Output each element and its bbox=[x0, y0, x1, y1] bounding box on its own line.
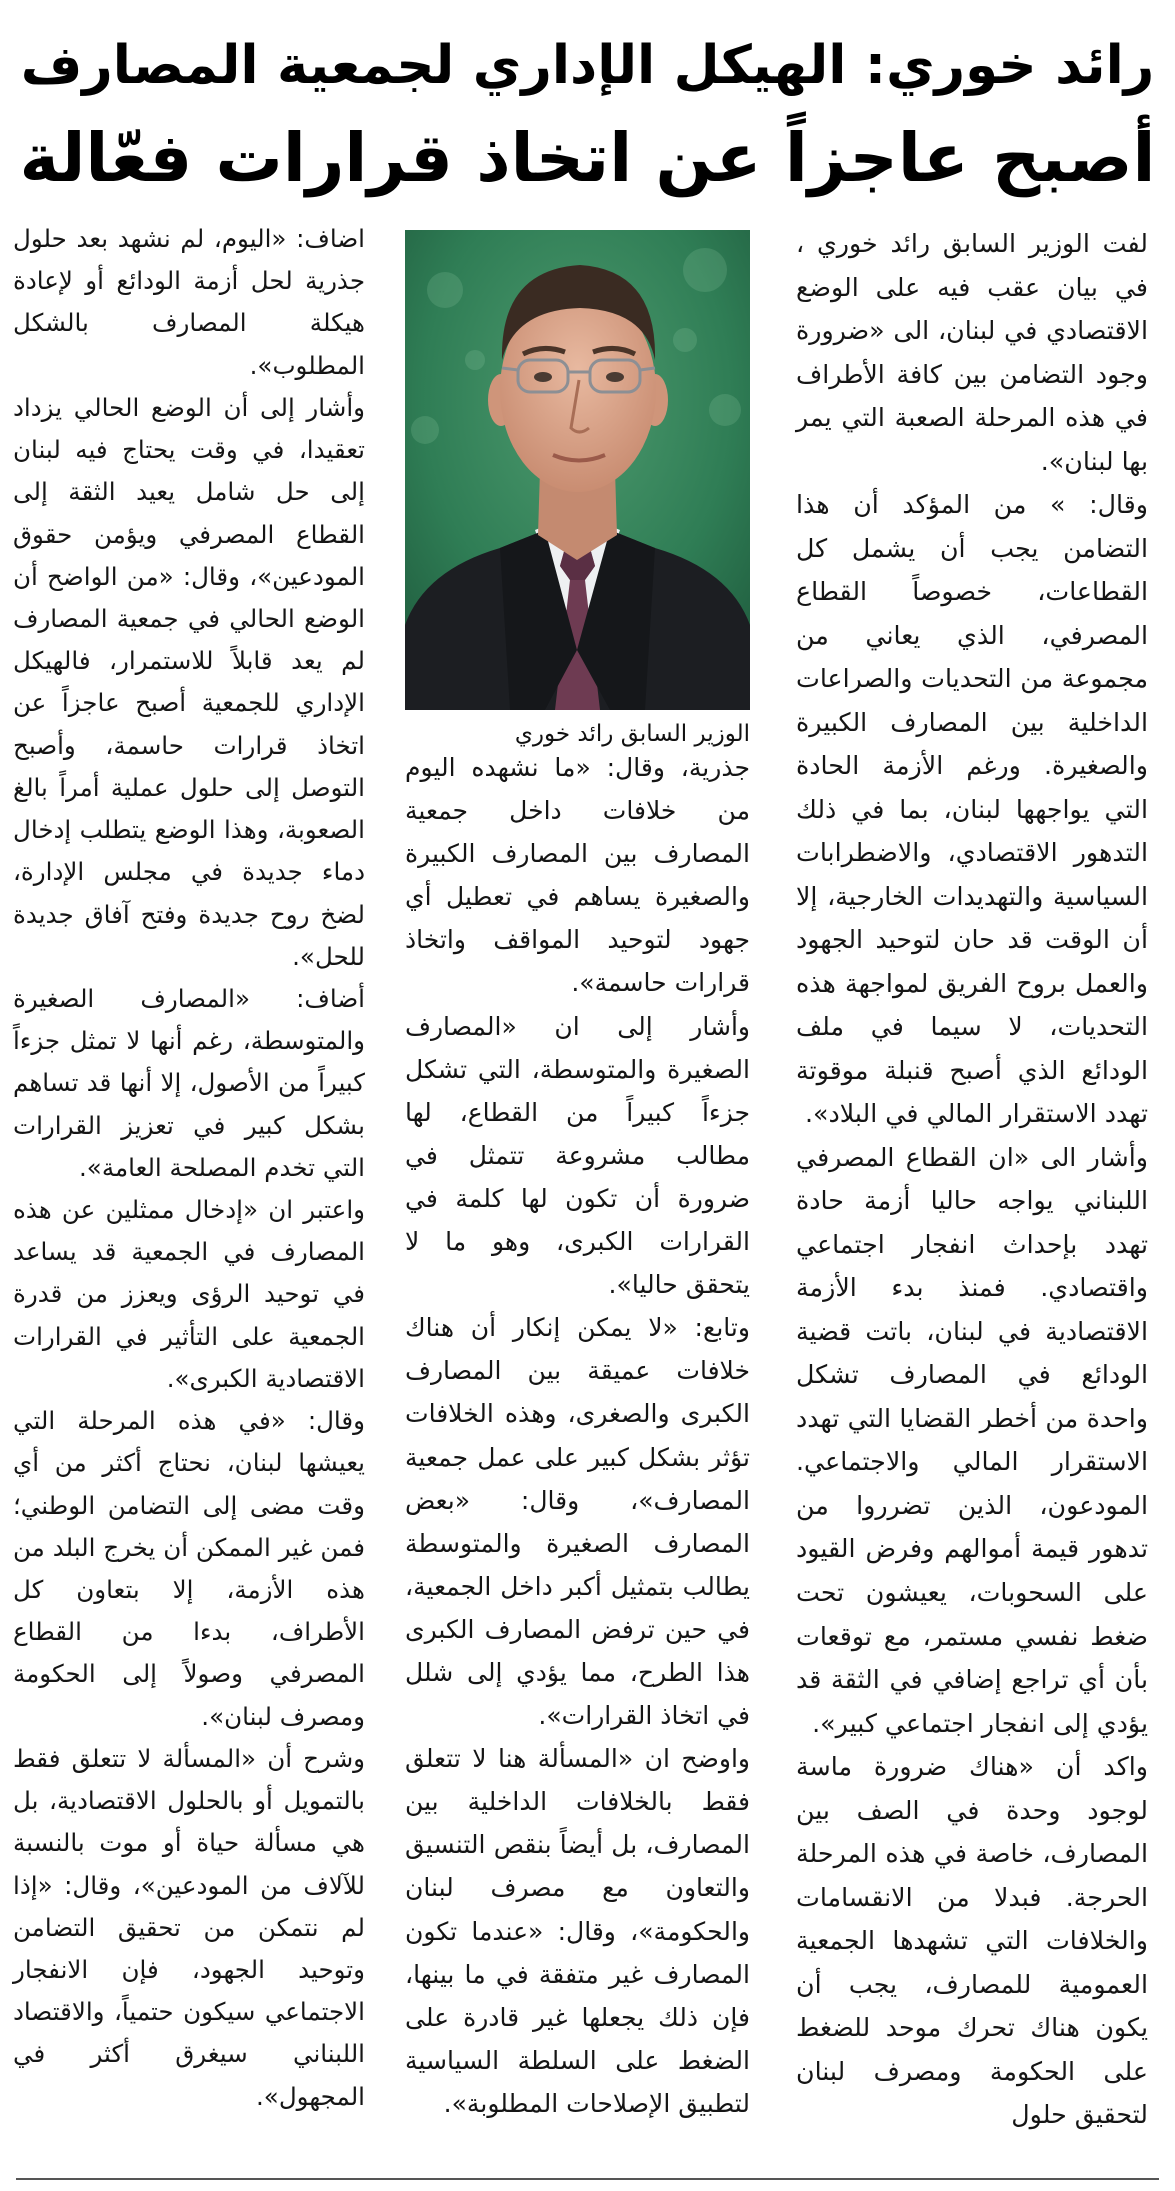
article-column-right bbox=[796, 222, 1148, 2137]
photo-caption: الوزير السابق رائد خوري bbox=[514, 721, 750, 747]
headline-line-1: رائد خوري: الهيكل الإداري لجمعية المصارف bbox=[20, 35, 1155, 96]
paragraph: وتابع: «لا يمكن إنكار أن هناك خلافات عميقة بين المصارف الكبرى والصغرى، وهذه الخلافات تؤثر بشكل كبير على عمل جمعية المصارف»، وقال: «بعض المصارف الصغيرة والمتوسطة يطالب بتمثيل أكبر داخل الجمعية، في حين ترفض المصارف الكبرى هذا الطرح، مما يؤدي إلى شلل في اتخاذ القرارات». bbox=[405, 1313, 750, 1731]
paragraph: اضاف: «اليوم، لم نشهد بعد حلول جذرية لحل أزمة الودائع أو لإعادة هيكلة المصارف بالشكل المطلوب». bbox=[13, 224, 365, 380]
paragraph: وأشار إلى أن الوضع الحالي يزداد تعقيدا، في وقت يحتاج فيه لبنان إلى حل شامل يعيد الثقة إلى القطاع المصرفي ويؤمن حقوق المودعين»، وقال: «من الواضح أن الوضع الحالي في جمعية المصارف لم يعد قابلاً للاستمرار، فالهيكل الإداري للجمعية أصبح عاجزاً عن اتخاذ قرارات حاسمة، وأصبح التوصل إلى حلول عملية أمراً بالغ الصعوبة، وهذا الوضع يتطلب إدخال دماء جديدة في مجلس الإدارة، لضخ روح جديدة وفتح آفاق جديدة للحل». bbox=[13, 392, 365, 971]
article-column-middle bbox=[405, 746, 750, 2125]
paragraph: واوضح ان «المسألة هنا لا تتعلق فقط بالخلافات الداخلية بين المصارف، بل أيضاً بنقص التنسيق والتعاون مع مصرف لبنان والحكومة»، وقال: «عندما تكون المصارف غير متفقة في ما بينها، فإن ذلك يجعلها غير قادرة على الضغط على السلطة السياسية لتطبيق الإصلاحات المطلوبة». bbox=[405, 1744, 750, 2118]
portrait-illustration bbox=[405, 230, 750, 710]
paragraph: وشرح أن «المسألة لا تتعلق فقط بالتمويل أو بالحلول الاقتصادية، بل هي مسألة حياة أو موت بالنسبة للآلاف من المودعين»، وقال: «إذا لم نتمكن من تحقيق التضامن وتوحيد الجهود، فإن الانفجار الاجتماعي سيكون حتمياً، والاقتصاد اللبناني سيغرق أكثر في المجهول». bbox=[13, 1743, 365, 2111]
paragraph: وقال: «في هذه المرحلة التي يعيشها لبنان، نحتاج أكثر من أي وقت مضى إلى التضامن الوطني؛ فمن غير الممكن أن يخرج البلد من هذه الأزمة، إلا بتعاون كل الأطراف، بدءا من القطاع المصرفي وصولاً إلى الحكومة ومصرف لبنان». bbox=[13, 1406, 365, 1731]
paragraph: لفت الوزير السابق رائد خوري ، في بيان عقب فيه على الوضع الاقتصادي في لبنان، الى «ضرورة وجود التضامن بين كافة الأطراف في هذه المرحلة الصعبة التي يمر بها لبنان». bbox=[796, 229, 1148, 476]
headline bbox=[16, 20, 1159, 204]
paragraph: وقال: » من المؤكد أن هذا التضامن يجب أن يشمل كل القطاعات، خصوصاً القطاع المصرفي، الذي يعاني من مجموعة من التحديات والصراعات الداخلية بين المصارف الكبيرة والصغيرة. ورغم الأزمة الحادة التي يواجهها لبنان، بما في ذلك التدهور الاقتصادي، والاضطرابات السياسية والتهديدات الخارجية، إلا أن الوقت قد حان لتوحيد الجهود والعمل بروح الفريق لمواجهة هذه التحديات، لا سيما في ملف الودائع الذي أصبح قنبلة موقوتة تهدد الاستقرار المالي في البلاد». bbox=[796, 490, 1148, 1129]
paragraph: وأشار الى «ان القطاع المصرفي اللبناني يواجه حاليا أزمة حادة تهدد بإحداث انفجار اجتماعي واقتصادي. فمنذ بدء الأزمة الاقتصادية في لبنان، باتت قضية الودائع في المصارف تشكل واحدة من أخطر القضايا التي تهدد الاستقرار المالي والاجتماعي. المودعون، الذين تضرروا من تدهور قيمة أموالهم وفرض القيود على السحوبات، يعيشون تحت ضغط نفسي مستمر، مع توقعات بأن أي تراجع إضافي في الثقة قد يؤدي إلى انفجار اجتماعي كبير». bbox=[796, 1142, 1148, 1738]
paragraph: وأشار إلى ان «المصارف الصغيرة والمتوسطة، التي تشكل جزءاً كبيراً من القطاع، لها مطالب مشروعة تتمثل في ضرورة أن تكون لها كلمة في القرارات الكبرى، وهو ما لا يتحقق حاليا». bbox=[405, 1011, 750, 1300]
paragraph: أضاف: «المصارف الصغيرة والمتوسطة، رغم أنها لا تمثل جزءاً كبيراً من الأصول، إلا أنها قد تساهم بشكل كبير في تعزيز القرارات التي تخدم المصلحة العامة». bbox=[13, 983, 365, 1182]
paragraph: جذرية، وقال: «ما نشهده اليوم من خلافات داخل جمعية المصارف بين المصارف الكبيرة والصغيرة يساهم في تعطيل أي جهود لتوحيد المواقف واتخاذ قرارات حاسمة». bbox=[405, 753, 750, 998]
bottom-rule bbox=[16, 2178, 1159, 2180]
paragraph: واكد أن «هناك ضرورة ماسة لوجود وحدة في الصف بين المصارف، خاصة في هذه المرحلة الحرجة. فبدلا من الانقسامات والخلافات التي تشهدها الجمعية العمومية للمصارف، يجب أن يكون هناك تحرك موحد للضغط على الحكومة ومصرف لبنان لتحقيق حلول bbox=[796, 1752, 1148, 2130]
portrait-photo bbox=[405, 230, 750, 710]
paragraph: واعتبر ان «إدخال ممثلين عن هذه المصارف في الجمعية قد يساعد في توحيد الرؤى ويعزز من قدرة الجمعية على التأثير في القرارات الاقتصادية الكبرى». bbox=[13, 1195, 365, 1393]
headline-line-2: أصبح عاجزاً عن اتخاذ قرارات فعّالة bbox=[19, 119, 1156, 197]
article-column-left bbox=[13, 218, 365, 2118]
